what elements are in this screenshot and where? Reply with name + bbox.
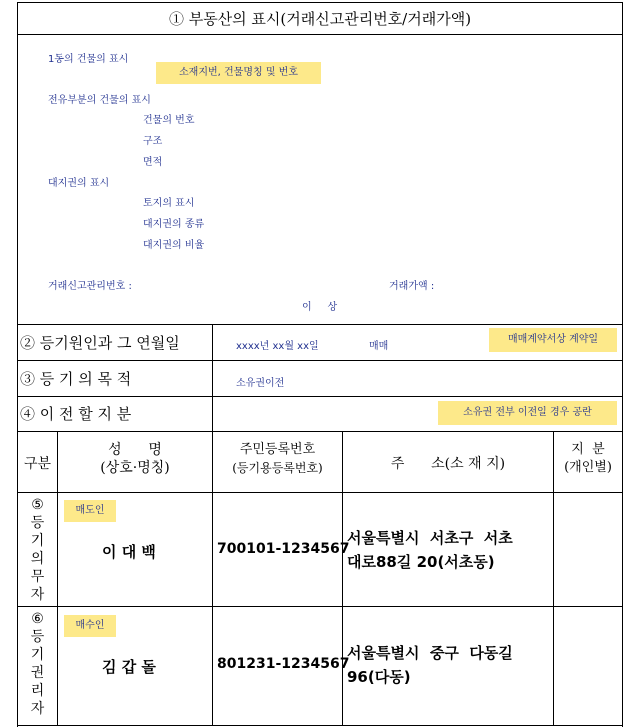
price-label: 거래가액 : [389, 281, 435, 292]
row1-category-char: 무 [30, 569, 45, 585]
contract-date-note: 매매계약서상 계약일 [489, 328, 617, 352]
divider-sec1 [17, 324, 623, 325]
unit-item-area: 면적 [143, 157, 163, 168]
header-name-line1: 성 명 [108, 442, 162, 458]
land-label: 대지권의 표시 [48, 178, 110, 189]
frame-right [622, 2, 623, 727]
header-name [58, 441, 212, 477]
header-share [554, 441, 622, 477]
frame-bottom [17, 725, 623, 726]
seller-role-badge: 매도인 [64, 500, 116, 522]
header-address: 주 소(소 재 지) [390, 456, 506, 472]
divider-sec3 [17, 396, 623, 397]
row1-category [18, 496, 57, 604]
building-note: 소재지번, 건물명칭 및 번호 [156, 62, 321, 84]
row2-category-char: 자 [30, 701, 45, 717]
unit-label: 전유부분의 건물의 표시 [48, 95, 151, 106]
row2-category [18, 610, 57, 718]
row1-category-char: 자 [30, 587, 45, 603]
header-id-line1: 주민등록번호 [239, 442, 316, 457]
buyer-id: 801231-1234567 [217, 656, 350, 672]
row1-category-char: 의 [30, 551, 45, 567]
unit-item-structure: 구조 [143, 136, 163, 147]
land-item-type: 대지권의 종류 [143, 219, 205, 230]
seller-address-line1: 서울특별시 서초구 서초 [347, 529, 513, 547]
registration-cause: 매매 [369, 341, 389, 352]
row2-category-char: 권 [30, 665, 45, 681]
divider-label-col [212, 324, 213, 431]
land-item-ratio: 대지권의 비율 [143, 240, 205, 251]
row2-category-char: ⑥ [31, 611, 44, 627]
seller-name: 이 대 백 [102, 543, 156, 561]
row2-category-char: 등 [30, 629, 45, 645]
section3-label: ③ 등 기 의 목 적 [20, 370, 132, 388]
header-id [213, 441, 342, 477]
header-share-line2: (개인별) [564, 460, 612, 475]
divider-sec2 [17, 360, 623, 361]
row1-category-char: 기 [30, 533, 45, 549]
header-id-line2: (등기용등록번호) [232, 461, 323, 475]
report-number-label: 거래신고관리번호 : [48, 281, 132, 292]
land-item-parcel: 토지의 표시 [143, 198, 195, 209]
frame-top [17, 2, 623, 3]
buyer-name: 김 갑 돌 [102, 658, 156, 676]
buyer-address [347, 641, 551, 689]
divider-title [17, 34, 623, 35]
share-note: 소유권 전부 이전일 경우 공란 [438, 401, 617, 425]
divider-row1 [17, 606, 623, 607]
header-category: 구분 [23, 456, 52, 472]
divider-sec4 [17, 431, 623, 432]
buyer-role-badge: 매수인 [64, 615, 116, 637]
ellipsis-text: 이 상 [302, 302, 338, 313]
divider-header [17, 492, 623, 493]
header-share-line1: 지 분 [571, 442, 605, 457]
header-name-line2: (상호·명칭) [100, 460, 170, 476]
section2-label: ② 등기원인과 그 연월일 [20, 334, 180, 352]
row1-category-char: 등 [30, 515, 45, 531]
row1-category-char: ⑤ [31, 497, 44, 513]
seller-address [347, 526, 551, 574]
row2-category-char: 리 [30, 683, 45, 699]
section4-label: ④ 이 전 할 지 분 [20, 405, 132, 423]
building-label: 1동의 건물의 표시 [48, 54, 129, 65]
buyer-address-line2: 96(다동) [347, 668, 411, 686]
col-divider-3 [342, 431, 343, 726]
buyer-address-line1: 서울특별시 중구 다동길 [347, 644, 513, 662]
row2-category-char: 기 [30, 647, 45, 663]
section1-title: ① 부동산의 표시(거래신고관리번호/거래가액) [168, 10, 472, 28]
registration-date: xxxx년 xx월 xx일 [236, 341, 319, 352]
seller-address-line2: 대로88길 20(서초동) [347, 553, 495, 571]
seller-id: 700101-1234567 [217, 541, 350, 557]
registration-purpose: 소유권이전 [236, 378, 285, 389]
unit-item-number: 건물의 번호 [143, 115, 195, 126]
